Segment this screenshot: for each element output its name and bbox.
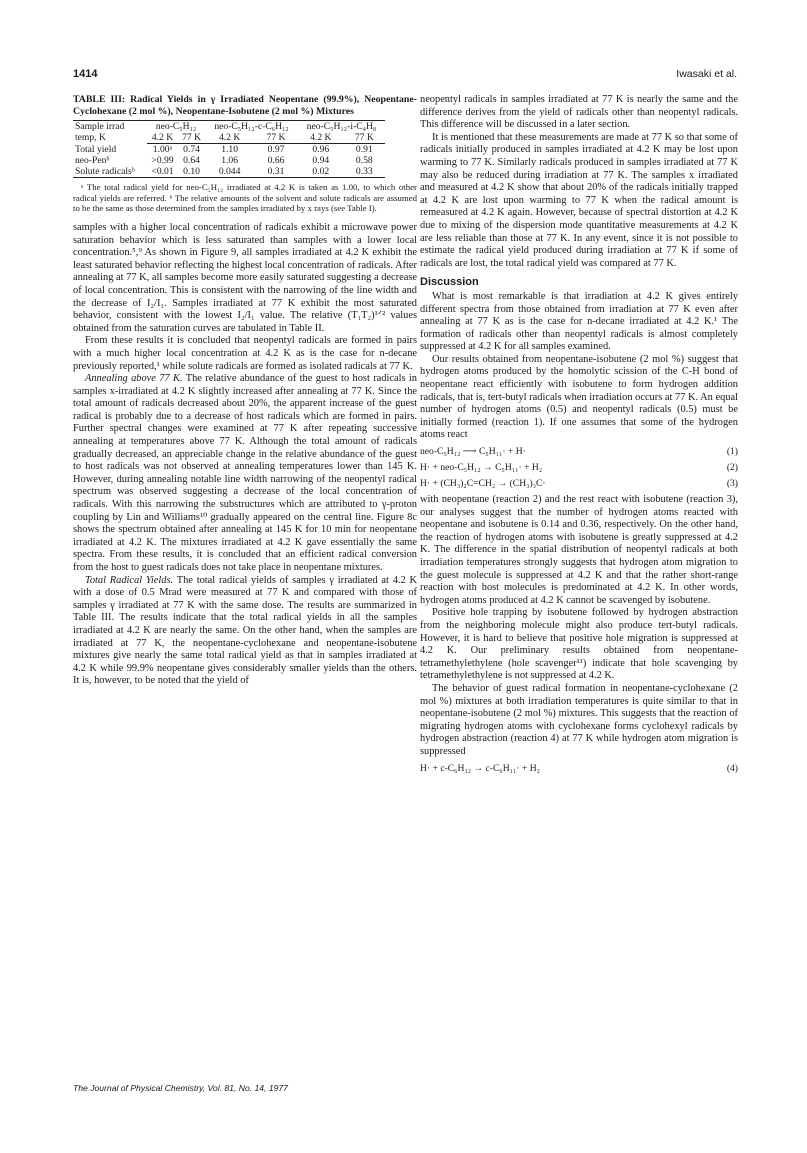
table-stub-header: Sample irrad temp, K <box>73 121 147 144</box>
temp-header: 4.2 K <box>147 132 178 144</box>
row-label: Total yield <box>75 143 117 155</box>
table-group-header: neo-C₅H₁₂-i-C₄H₈ <box>298 121 385 133</box>
equation-expression: H· + c-C₆H₁₂ → c-C₆H₁₁· + H₂ <box>420 762 541 774</box>
table-group-header: neo-C₅H₁₂ <box>147 121 205 133</box>
equation-expression: neo-C₅H₁₂ ⟶ C₅H₁₁· + H· <box>420 446 526 458</box>
row-label: neo-Penᵇ <box>75 155 110 167</box>
body-paragraph: with neopentane (reaction 2) and the rest react with isobutene (reaction 3), our analyses suggest that the number of hydrogen atoms reacted with neopentane and isobutene is 0.14 and 0.36, respectively. On the other hand, the reaction of hydrogen atoms with isobutene is greatly suppressed at 4.2 K. The difference in the spatial distribution of neopentyl radicals at both irradiation temperatures strongly suggests that hydrogen atom migration to the guest molecule is suppressed at 4.2 K and that the rather short-range reaction with host molecules is predominated at 4.2 K. In other words, hydrogen atoms produced at 4.2 K cannot be scavenged by isobutene. <box>420 494 738 606</box>
table-cell: 0.31 <box>254 166 298 178</box>
left-column <box>73 94 417 688</box>
section-subheading: Annealing above 77 K. <box>85 373 183 385</box>
table-cell: 0.044 <box>205 166 254 178</box>
table-cell: 0.58 <box>355 155 373 167</box>
table-row <box>73 166 385 178</box>
table-cell: 1.10 <box>221 144 239 156</box>
body-paragraph: It is mentioned that these measurements are made at 77 K so that some of radicals initially produced in samples irradiated at 4.2 K may be lost upon warming to 77 K. Similarly radicals produced in samples irradiated at 77 K may also be reduced during irradiation at 77 K. The samples x irradiated and measured at 4.2 K show that about 20% of the radicals initially trapped at 4.2 K are lost upon warming to 77 K when the radical amount is remeasured at 4.2 K again. However, because of spectral distortion at 4.2 K due to mixing of the dispersion mode quantitative measurements at 4.2 K are less reliable than those at 77 K. In any event, since it is not possible to estimate the radical yield produced during irradiation at 77 K if some of radicals are lost, the total radical yield was compared at 77 K. <box>420 131 738 269</box>
table-cell: >0.99 <box>151 155 174 167</box>
body-paragraph: From these results it is concluded that neopentyl radicals are formed in pairs with a much higher local concentration at 4.2 K as is the case for n-decane previously reported,¹ while solute radicals are formed as isolated radicals at 77 K. <box>73 335 417 372</box>
equation-number: (2) <box>726 462 738 474</box>
equation <box>420 478 738 490</box>
body-paragraph: What is most remarkable is that irradiation at 4.2 K gives entirely different spectra from those obtained from irradiation at 77 K even after annealing at 77 K as is the case for n-decane irradiated at 4.2 K.¹ The formation of radicals other than neopentyl radicals is almost completely suppressed at 4.2 K for all samples examined. <box>420 290 738 353</box>
table-cell: 0.02 <box>298 166 344 178</box>
equation <box>420 446 738 458</box>
body-paragraph: Our results obtained from neopentane-isobutene (2 mol %) suggest that hydrogen atoms produced by the homolytic scission of the C-H bond of neopentane react efficiently with isobutene to form hydrogen addition radicals, that is, tert-butyl radicals when irradiation occurs at 77 K. An equal number of hydrogen atoms (0.5) and neopentyl radicals (0.5) must be initially formed (reaction 1). If one assumes that some of the hydrogen atoms react <box>420 353 738 441</box>
equation-expression: H· + (CH₃)₂C=CH₂ → (CH₃)₃C· <box>420 478 546 490</box>
temp-header: 4.2 K <box>298 132 344 144</box>
row-label: Solute radicalsᵇ <box>73 166 147 178</box>
table-cell: 0.96 <box>312 144 330 156</box>
equation <box>420 462 738 474</box>
table-row <box>73 155 385 166</box>
table-footnote: ᵃ The total radical yield for neo-C₅H₁₂ irradiated at 4.2 K is taken as 1.00, to which other radical yields are referred. ᵇ The relative amounts of the solvent and solute radicals are assumed to be the same as those determined from the samples irradiated by x rays (see Table I). <box>73 182 417 214</box>
body-paragraph: Positive hole trapping by isobutene followed by hydrogen abstraction from the neighboring molecule might also produce tert-butyl radicals. However, it is hard to believe that positive hole migration is suppressed at 4.2 K. Our preliminary results obtained from neopentane-tetramethylethylene (hole scavenger¹¹) indicate that hole scavenging by tetramethylethylene is not suppressed at 4.2 K. <box>420 607 738 682</box>
table-cell: 0.10 <box>178 166 205 178</box>
paragraph-text: The relative abundance of the guest to host radicals in samples x-irradiated at 4.2 K slightly increased after annealing at 77 K. Since the total amount of radicals decreased about 20%, the apparent increase of the guest radical is probably due to a decrease of host radicals which are formed in pairs. Further spectral changes were examined at 77 K after repeating successive annealing at temperatures above 77 K. Although the total amount of radicals gradually decreased, an appreciable change in the relative abundance of the guest to host radicals was not observed at annealing temperatures lower than 145 K. However, during annealing notable line width narrowing of the neopentyl radical spectrum was observed suggesting a decrease of the local concentration of radicals. With this narrowing the substructures which are attributed to γ-proton coupling by Lin and Williams¹⁰ gradually appeared on the central line. Figure 8c shows the spectrum obtained after annealing at 145 K for 10 min for neopentane irradiated at 4.2 K. The mixtures irradiated at 4.2 K gave essentially the same spectra. From these results, it is concluded that an efficient radical conversion from the host to guest radicals does not take place in neopentane mixtures. <box>73 373 417 573</box>
paragraph-text: The total radical yields of samples γ irradiated at 4.2 K with a dose of 0.5 Mrad were measured at 77 K and compared with those of samples γ irradiated at 77 K with the same dose. The results are summarized in Table III. The results indicate that the total radical yields in all the samples irradiated at 4.2 K are nearly the same. On the other hand, when the samples are irradiated at 77 K, the neopentane-cyclohexane and neopentane-isobutene mixtures give nearly the same total radical yield as that in samples irradiated at 4.2 K while 99.9% neopentane gives considerably smaller yields than the others. It is, however, to be noted that the yield of <box>73 574 417 687</box>
equation-number: (3) <box>726 478 738 490</box>
table-cell: 0.66 <box>267 155 285 167</box>
table-cell: 0.64 <box>183 155 200 167</box>
equation <box>420 763 738 775</box>
body-paragraph <box>73 575 417 688</box>
body-paragraph: neopentyl radicals in samples irradiated at 77 K is nearly the same and the difference derives from the yield of radicals other than neopentyl radicals. This difference will be discussed in a later section. <box>420 94 738 131</box>
discussion-heading: Discussion <box>420 276 479 289</box>
temp-header: 77 K <box>254 132 298 144</box>
page-number: 1414 <box>73 68 98 80</box>
equation-number: (4) <box>726 762 738 774</box>
table-cell: 0.94 <box>312 155 330 167</box>
temp-header: 4.2 K <box>205 132 254 144</box>
section-subheading: Total Radical Yields. <box>85 574 174 586</box>
table-cell: 0.91 <box>355 144 373 156</box>
radical-yields-table <box>73 120 385 178</box>
table-cell: 0.33 <box>344 166 385 178</box>
equation-expression: H· + neo-C₅H₁₂ → C₅H₁₁· + H₂ <box>420 462 543 474</box>
table-cell: <0.01 <box>147 166 178 178</box>
table-group-header: neo-C₅H₁₂-c-C₆H₁₂ <box>205 121 298 133</box>
right-column <box>420 94 738 779</box>
body-paragraph <box>73 373 417 575</box>
temp-header: 77 K <box>178 132 205 144</box>
table-row <box>73 144 385 156</box>
body-paragraph: The behavior of guest radical formation in neopentane-cyclohexane (2 mol %) mixtures at both irradiation temperatures is quite similar to that in neopentane-isobutene (2 mol %) mixtures. This suggests that the reaction of migrating hydrogen atoms with cyclohexane forms cyclohexyl radicals by hydrogen abstraction (reaction 4) at 77 K while hydrogen atom migration is suppressed <box>420 682 738 757</box>
running-authors: Iwasaki et al. <box>676 68 737 80</box>
table-cell: 0.97 <box>267 144 285 156</box>
temp-header: 77 K <box>344 132 385 144</box>
table-title: TABLE III: Radical Yields in γ Irradiated Neopentane (99.9%), Neopentane-Cyclohexane (2 mol %), Neopentane-Isobutene (2 mol %) Mixtures <box>73 94 417 117</box>
body-paragraph: samples with a higher local concentration of radicals exhibit a microwave power saturation behavior which is less saturated than samples with a lower local concentration.⁵,⁹ As shown in Figure 9, all samples irradiated at 4.2 K exhibit the least saturated behavior reflecting the highest local concentration of radicals. After annealing at 77 K, all samples become more easily saturated suggesting a decrease of local concentration. This is consistent with the narrowing of the line width and the decrease of I₂/I₁. Samples irradiated at 77 K exhibit the most saturated behavior, consistent with the lowest I₂/I₁ value. The relative (T₁T₂)¹ᐟ² values obtained from the saturation curves are tabulated in Table II. <box>73 221 417 334</box>
equation-number: (1) <box>726 446 738 458</box>
table-cell: 0.74 <box>183 144 200 156</box>
journal-footer: The Journal of Physical Chemistry, Vol. 81, No. 14, 1977 <box>73 1083 288 1093</box>
table-cell: 1.06 <box>221 155 239 167</box>
table-cell: 1.00ᵃ <box>152 144 173 156</box>
